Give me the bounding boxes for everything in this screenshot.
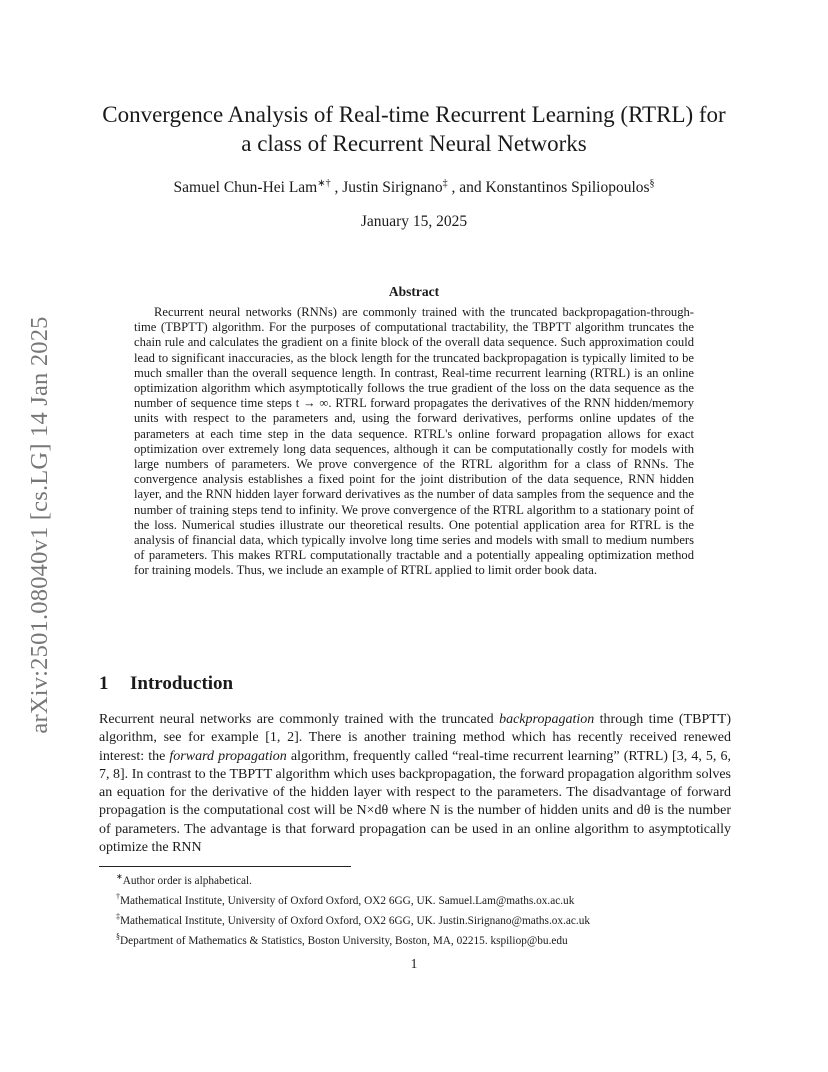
author-name: Justin Sirignano bbox=[342, 179, 443, 197]
author-list bbox=[95, 178, 733, 197]
footnote-mark: § bbox=[116, 931, 120, 941]
section-number: 1 bbox=[99, 673, 109, 694]
author-affiliation-mark: § bbox=[649, 178, 655, 189]
author-separator: , bbox=[330, 179, 343, 197]
author-affiliation-mark: ∗† bbox=[317, 178, 331, 189]
footnote-mark: ‡ bbox=[116, 911, 120, 921]
publication-date: January 15, 2025 bbox=[360, 213, 468, 230]
footnote-text: Author order is alphabetical. bbox=[122, 874, 252, 887]
footnote bbox=[116, 889, 731, 909]
author-separator: , and bbox=[447, 179, 486, 197]
footnote-divider bbox=[99, 866, 351, 867]
section-title: Introduction bbox=[130, 673, 234, 694]
author-name: Konstantinos Spiliopoulos bbox=[485, 179, 650, 197]
arxiv-identifier-stamp: arXiv:2501.08040v1 [cs.LG] 14 Jan 2025 bbox=[26, 316, 53, 734]
page-number: 1 bbox=[410, 956, 418, 971]
abstract-text: Recurrent neural networks (RNNs) are commonly trained with the truncated backpropagation-through-time (TBPTT) algorithm. For the purposes of computational tractability, the TBPTT algorithm truncates the chain rule and calculates the gradient on a finite block of the overall data sequence. Such approximation could lead to significant inaccuracies, as the block length for the truncated backpropagation is typically limited to be much smaller than the overall sequence length. In contrast, Real-time recurrent learning (RTRL) is an online optimization algorithm which asymptotically follows the true gradient of the loss on the data sequence as the number of sequence time steps t → ∞. RTRL forward propagates the derivatives of the RNN hidden/memory units with respect to the parameters and, using the forward derivatives, performs online updates of the parameters at each time step in the data sequence. RTRL's online forward propagation allows for exact optimization over extremely long data sequences, although it can be computationally costly for models with large numbers of parameters. We prove convergence of the RTRL algorithm for a class of RNNs. The convergence analysis establishes a fixed point for the joint distribution of the data sequence, RNN hidden layer, and the RNN hidden layer forward derivatives as the number of data samples from the sequence and the number of training steps tend to infinity. We prove convergence of the RTRL algorithm to a stationary point of the loss. Numerical studies illustrate our theoretical results. One potential application area for RTRL is the analysis of financial data, which typically involve long time series and models with small to medium numbers of parameters. This makes RTRL computationally tractable and a potentially appealing optimization method for training models. Thus, we include an example of RTRL applied to limit order book data. bbox=[134, 305, 694, 578]
footnote bbox=[116, 869, 731, 889]
intro-emphasis: forward propagation bbox=[169, 748, 287, 764]
footnote-mark: ∗ bbox=[116, 872, 123, 881]
intro-emphasis: backpropagation bbox=[499, 712, 595, 727]
intro-text: through time (TBPTT) algorithm, see for example [1, 2]. There is another training method which has recently received renewed interest: the bbox=[99, 712, 731, 764]
footnote-mark: † bbox=[116, 891, 120, 901]
author-name: Samuel Chun-Hei Lam bbox=[173, 179, 318, 197]
paper-title: Convergence Analysis of Real-time Recurrent Learning (RTRL) for a class of Recurrent Neural Networks bbox=[102, 102, 726, 156]
footnote bbox=[116, 909, 731, 929]
section-heading-introduction bbox=[99, 673, 233, 695]
introduction-paragraph bbox=[99, 711, 731, 857]
footnote-text: Mathematical Institute, University of Oxford Oxford, OX2 6GG, UK. Justin.Sirignano@maths.ox.ac.uk bbox=[120, 914, 591, 927]
abstract-heading: Abstract bbox=[388, 284, 440, 299]
footnote-text: Department of Mathematics & Statistics, Boston University, Boston, MA, 02215. kspiliop@bu.edu bbox=[120, 934, 568, 947]
intro-text: algorithm, frequently called “real-time recurrent learning” (RTRL) [3, 4, 5, 6, 7, 8]. In contrast to the TBPTT algorithm which uses backpropagation, the forward propagation algorithm solves an equation for the derivative of the hidden layer with respect to the parameters. The disadvantage of forward propagation is the computational cost will be N×dθ where N is the number of hidden units and dθ is the number of parameters. The advantage is that forward propagation can be used in an online algorithm to asymptotically optimize the RNN bbox=[99, 748, 732, 856]
footnote-list bbox=[116, 869, 731, 949]
footnote bbox=[116, 929, 731, 949]
intro-text: Recurrent neural networks are commonly trained with the truncated bbox=[99, 712, 500, 727]
footnote-text: Mathematical Institute, University of Oxford Oxford, OX2 6GG, UK. Samuel.Lam@maths.ox.ac.uk bbox=[120, 894, 575, 907]
author-affiliation-mark: ‡ bbox=[442, 178, 448, 189]
